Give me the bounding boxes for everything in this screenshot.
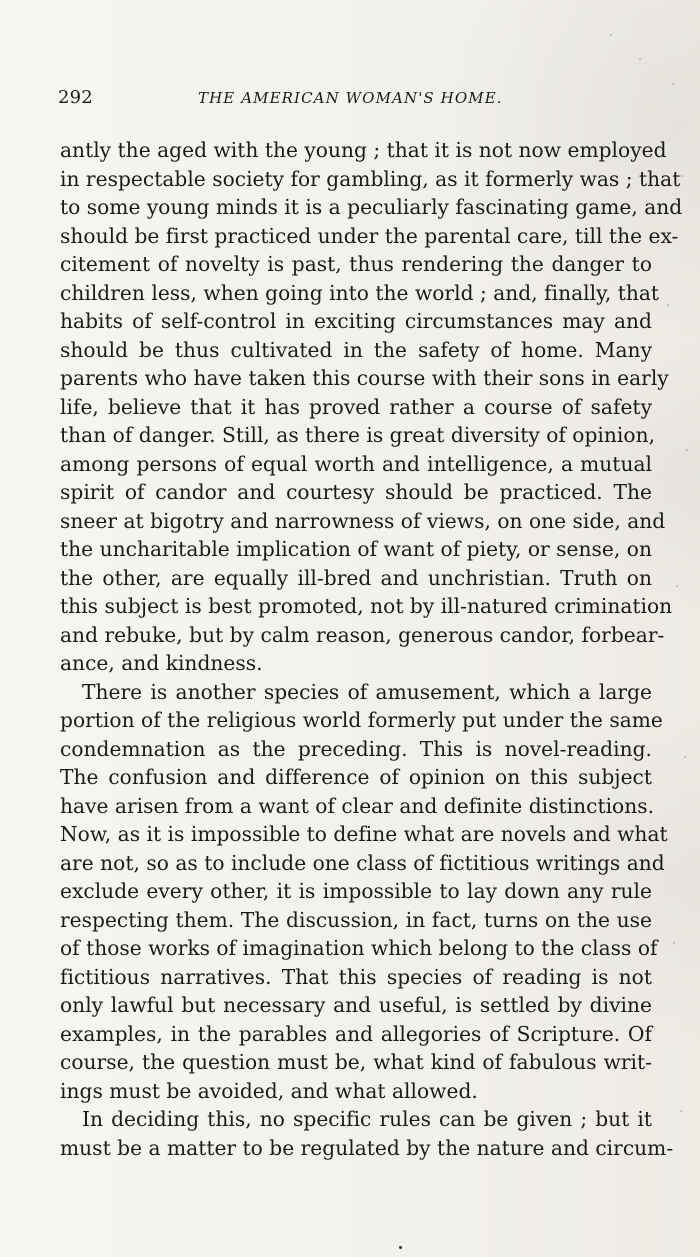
paper-speckle bbox=[672, 83, 674, 85]
paper-speckle bbox=[676, 585, 678, 587]
body-line: the other, are equally ill-bred and unchristian. Truth on bbox=[60, 565, 652, 590]
body-line: only lawful but necessary and useful, is settled by divine bbox=[60, 993, 652, 1017]
body-line: examples, in the parables and allegories of Scripture. Of bbox=[60, 1021, 652, 1046]
body-line: citement of novelty is past, thus rendering the danger to bbox=[60, 252, 652, 276]
body-line: and rebuke, but by calm reason, generous candor, forbear- bbox=[60, 622, 665, 647]
body-line: the uncharitable implication of want of piety, or sense, on bbox=[60, 537, 652, 561]
body-line: should be first practiced under the parental care, till the ex- bbox=[60, 223, 679, 248]
running-head: THE AMERICAN WOMAN'S HOME. bbox=[198, 89, 503, 107]
body-line: of those works of imagination which belong to the class of bbox=[60, 936, 658, 960]
body-line: antly the aged with the young ; that it is not now employed bbox=[60, 138, 667, 162]
paper-speckle bbox=[673, 942, 675, 944]
body-line: are not, so as to include one class of fictitious writings and bbox=[60, 850, 665, 875]
paper-speckle bbox=[667, 304, 669, 306]
page-header bbox=[58, 88, 662, 116]
body-line: sneer at bigotry and narrowness of views, on one side, and bbox=[60, 508, 666, 533]
body-line: this subject is best promoted, not by ill-natured crimination bbox=[60, 594, 673, 618]
body-line: Now, as it is impossible to define what are novels and what bbox=[60, 822, 668, 846]
body-line: parents who have taken this course with their sons in early bbox=[60, 366, 669, 390]
body-line: ance, and kindness. bbox=[60, 651, 263, 675]
body-line: must be a matter to be regulated by the nature and circum- bbox=[60, 1135, 674, 1160]
body-line: children less, when going into the world ; and, finally, that bbox=[60, 280, 660, 305]
body-line: in respectable society for gambling, as it formerly was ; that bbox=[60, 166, 681, 191]
page-number: 292 bbox=[58, 87, 93, 108]
body-line: fictitious narratives. That this species of reading is not bbox=[60, 964, 652, 989]
body-line: life, believe that it has proved rather a course of safety bbox=[60, 394, 652, 419]
body-line: In deciding this, no specific rules can be given ; but it bbox=[82, 1107, 652, 1131]
body-line: ings must be avoided, and what allowed. bbox=[60, 1078, 478, 1103]
body-line: spirit of candor and courtesy should be practiced. The bbox=[60, 480, 652, 504]
body-line: should be thus cultivated in the safety of home. Many bbox=[60, 337, 652, 362]
body-line: exclude every other, it is impossible to lay down any rule bbox=[60, 879, 652, 903]
body-line: respecting them. The discussion, in fact, turns on the use bbox=[60, 907, 652, 932]
body-line: portion of the religious world formerly put under the same bbox=[60, 708, 663, 732]
paper-speckle bbox=[686, 449, 688, 451]
paper-speckle bbox=[610, 34, 612, 36]
body-line: have arisen from a want of clear and definite distinctions. bbox=[60, 793, 655, 818]
body-line: habits of self-control in exciting circumstances may and bbox=[60, 309, 652, 333]
body-line: course, the question must be, what kind of fabulous writ- bbox=[60, 1050, 652, 1074]
body-line: than of danger. Still, as there is great diversity of opinion, bbox=[60, 423, 656, 447]
body-line: The confusion and difference of opinion on this subject bbox=[60, 765, 652, 789]
paper-speckle bbox=[639, 58, 641, 60]
paper-speckle bbox=[684, 756, 686, 758]
paper-speckle bbox=[680, 1110, 682, 1112]
bottom-mark bbox=[399, 1246, 402, 1249]
paper-speckle bbox=[681, 175, 683, 177]
body-line: condemnation as the preceding. This is novel-reading. bbox=[60, 736, 652, 761]
body-line: to some young minds it is a peculiarly fascinating game, and bbox=[60, 195, 683, 219]
body-text bbox=[60, 136, 683, 1162]
body-line: among persons of equal worth and intelligence, a mutual bbox=[60, 451, 652, 476]
body-line: There is another species of amusement, which a large bbox=[82, 679, 652, 704]
